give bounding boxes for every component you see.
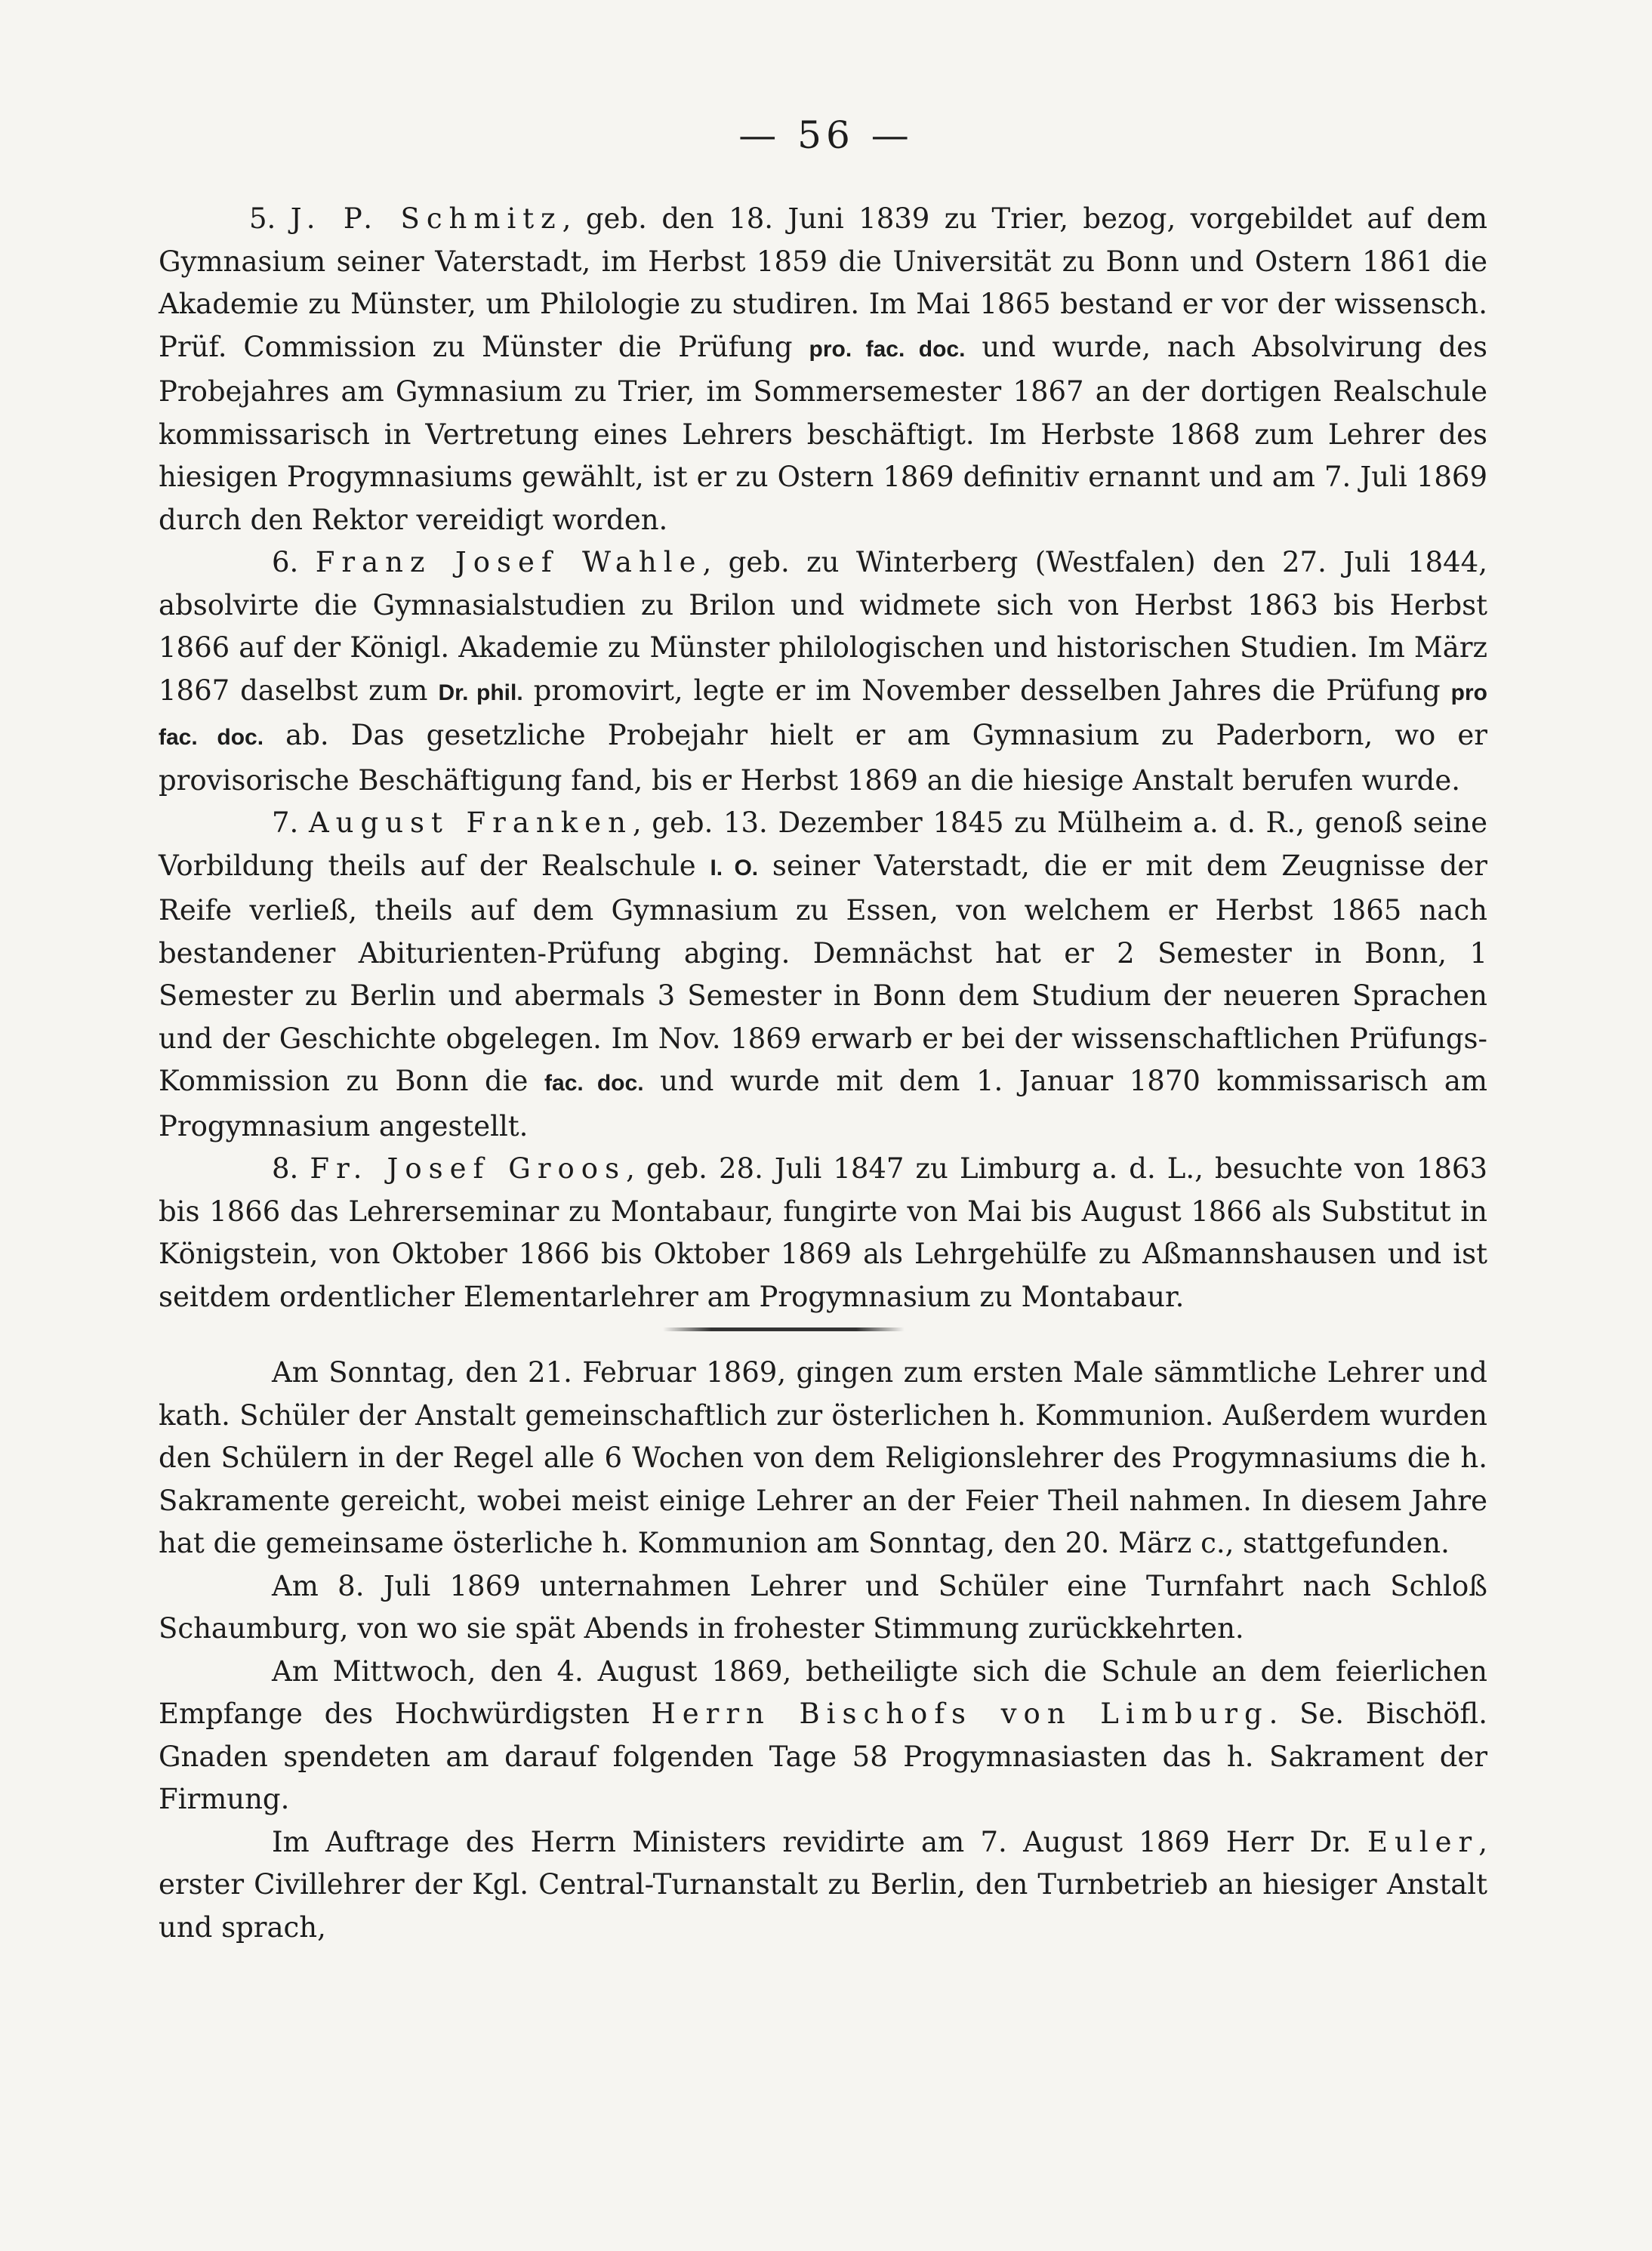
entry-number: 6. [272,546,299,578]
entry-text: und wurde, nach Absolvirung des Probejahres am Gymnasium zu Trier, im Sommersemester 1867 an der dortigen Realschule kommissarisch in Vertretung eines Lehrers beschäftigt. Im Herbste 1868 zum Lehrer des hiesigen Progymnasiums gewählt, ist er zu Ostern 1869 definitiv ernannt und am 7. Juli 1869 durch den Rektor vereidigt worden. [159,330,1488,536]
biography-entry [159,541,1487,802]
entry-text: , geb. den 18. Juni 1839 zu Trier, bezog, vorgebildet auf dem Gymnasium seiner Vaterstadt, im Herbst 1859 die Universität zu Bonn und Ostern 1861 die Akademie zu Münster, um Philologie zu studiren. Im Mai 1865 bestand er vor der wissensch. Prüf. Commission zu Münster die Prüfung [159,202,1487,363]
entry-text: seiner Vaterstadt, die er mit dem Zeugnisse der Reife verließ, theils auf dem Gymnasium zu Essen, von welchem er Herbst 1865 nach bestandener Abiturienten-Prüfung abging. Demnächst hat er 2 Semester in Bonn, 1 Semester zu Berlin und abermals 3 Semester in Bonn dem Studium der neueren Sprachen und der Geschichte obgelegen. Im Nov. 1869 erwarb er bei der wissenschaftlichen Prüfungs-Kommission zu Bonn die [159,849,1487,1097]
entry-text: , geb. 28. Juli 1847 zu Limburg a. d. L., besuchte von 1863 bis 1866 das Lehrerseminar zu Montabaur, fungirte von Mai bis August 1866 als Substitut in Königstein, von Oktober 1866 bis Oktober 1869 als Lehrgehülfe zu Aßmannshausen und ist seitdem ordentlicher Elementarlehrer am Progymnasium zu Montabaur. [159,1152,1487,1313]
section-divider [663,1327,905,1331]
chronicle-paragraph [159,1821,1487,1950]
teacher-name: J. P. Schmitz [290,202,562,235]
entry-text: promovirt, legte er im November desselben Jahres die Prüfung [522,674,1451,707]
teacher-name: Fr. Josef Groos [310,1152,627,1185]
biography-entry [159,198,1487,541]
teacher-name: Franz Josef Wahle [315,546,703,578]
entry-number: 7. [272,806,299,839]
paragraph-text: . Se. Bischöfl. Gnaden spendeten am darauf folgenden Tage 58 Progymnasiasten das h. Sakrament der Firmung. [159,1698,1487,1815]
paragraph-text: , erster Civillehrer der Kgl. Central-Turnanstalt zu Berlin, den Turnbetrieb an hiesiger Anstalt und sprach, [159,1825,1487,1944]
chronicle-paragraph: Am 8. Juli 1869 unternahmen Lehrer und Schüler eine Turnfahrt nach Schloß Schaumburg, von wo sie spät Abends in frohester Stimmung zurückkehrten. [159,1569,1487,1645]
school-chronicle [159,1352,1487,1949]
latin-term: I. O. [710,855,759,880]
spaced-name: Herrn Bischofs von Limburg [651,1698,1269,1730]
paragraph-text: Am Mittwoch, den 4. August 1869, betheiligte sich die Schule an dem feierlichen Empfange des Hochwürdigsten [159,1654,1487,1730]
latin-term: pro. fac. doc. [809,336,966,362]
latin-term: pro fac. doc. [159,680,1487,750]
chronicle-paragraph: Am Sonntag, den 21. Februar 1869, gingen zum ersten Male sämmtliche Lehrer und kath. Schüler der Anstalt gemeinschaftlich zur österlichen h. Kommunion. Außerdem wurden den Schülern in der Regel alle 6 Wochen von dem Religionslehrer des Progymnasiums die h. Sakramente gereicht, wobei meist einige Lehrer an der Feier Theil nahmen. In diesem Jahre hat die gemeinsame österliche h. Kommunion am Sonntag, den 20. März c., stattgefunden. [159,1356,1487,1559]
chronicle-paragraph [159,1651,1487,1821]
entry-number: 8. [272,1152,299,1185]
teacher-name: August Franken [308,806,633,839]
entry-text: und wurde mit dem 1. Januar 1870 kommissarisch am Progymnasium angestellt. [159,1065,1487,1142]
biography-entry [159,802,1487,1148]
page-number: — 56 — [738,113,914,157]
entry-number: 5. [249,202,276,235]
biography-entry [159,1148,1487,1318]
paragraph-text: Im Auftrage des Herrn Ministers revidirte am 7. August 1869 Herr Dr. [272,1825,1367,1858]
spaced-name: Euler [1367,1825,1479,1858]
latin-term: Dr. phil. [438,680,523,705]
entry-text: ab. Das gesetzliche Probejahr hielt er am Gymnasium zu Paderborn, wo er provisorische Beschäftigung fand, bis er Herbst 1869 an die hiesige Anstalt berufen wurde. [159,719,1487,797]
entry-text: , geb. zu Winterberg (Westfalen) den 27. Juli 1844, absolvirte die Gymnasialstudien zu Brilon und widmete sich von Herbst 1863 bis Herbst 1866 auf der Königl. Akademie zu Münster philologischen und historischen Studien. Im März 1867 daselbst zum [159,546,1487,707]
teacher-biographies [159,198,1487,1318]
entry-text: , geb. 13. Dezember 1845 zu Mülheim a. d. R., genoß seine Vorbildung theils auf der Realschule [159,806,1487,882]
latin-term: fac. doc. [544,1071,644,1096]
